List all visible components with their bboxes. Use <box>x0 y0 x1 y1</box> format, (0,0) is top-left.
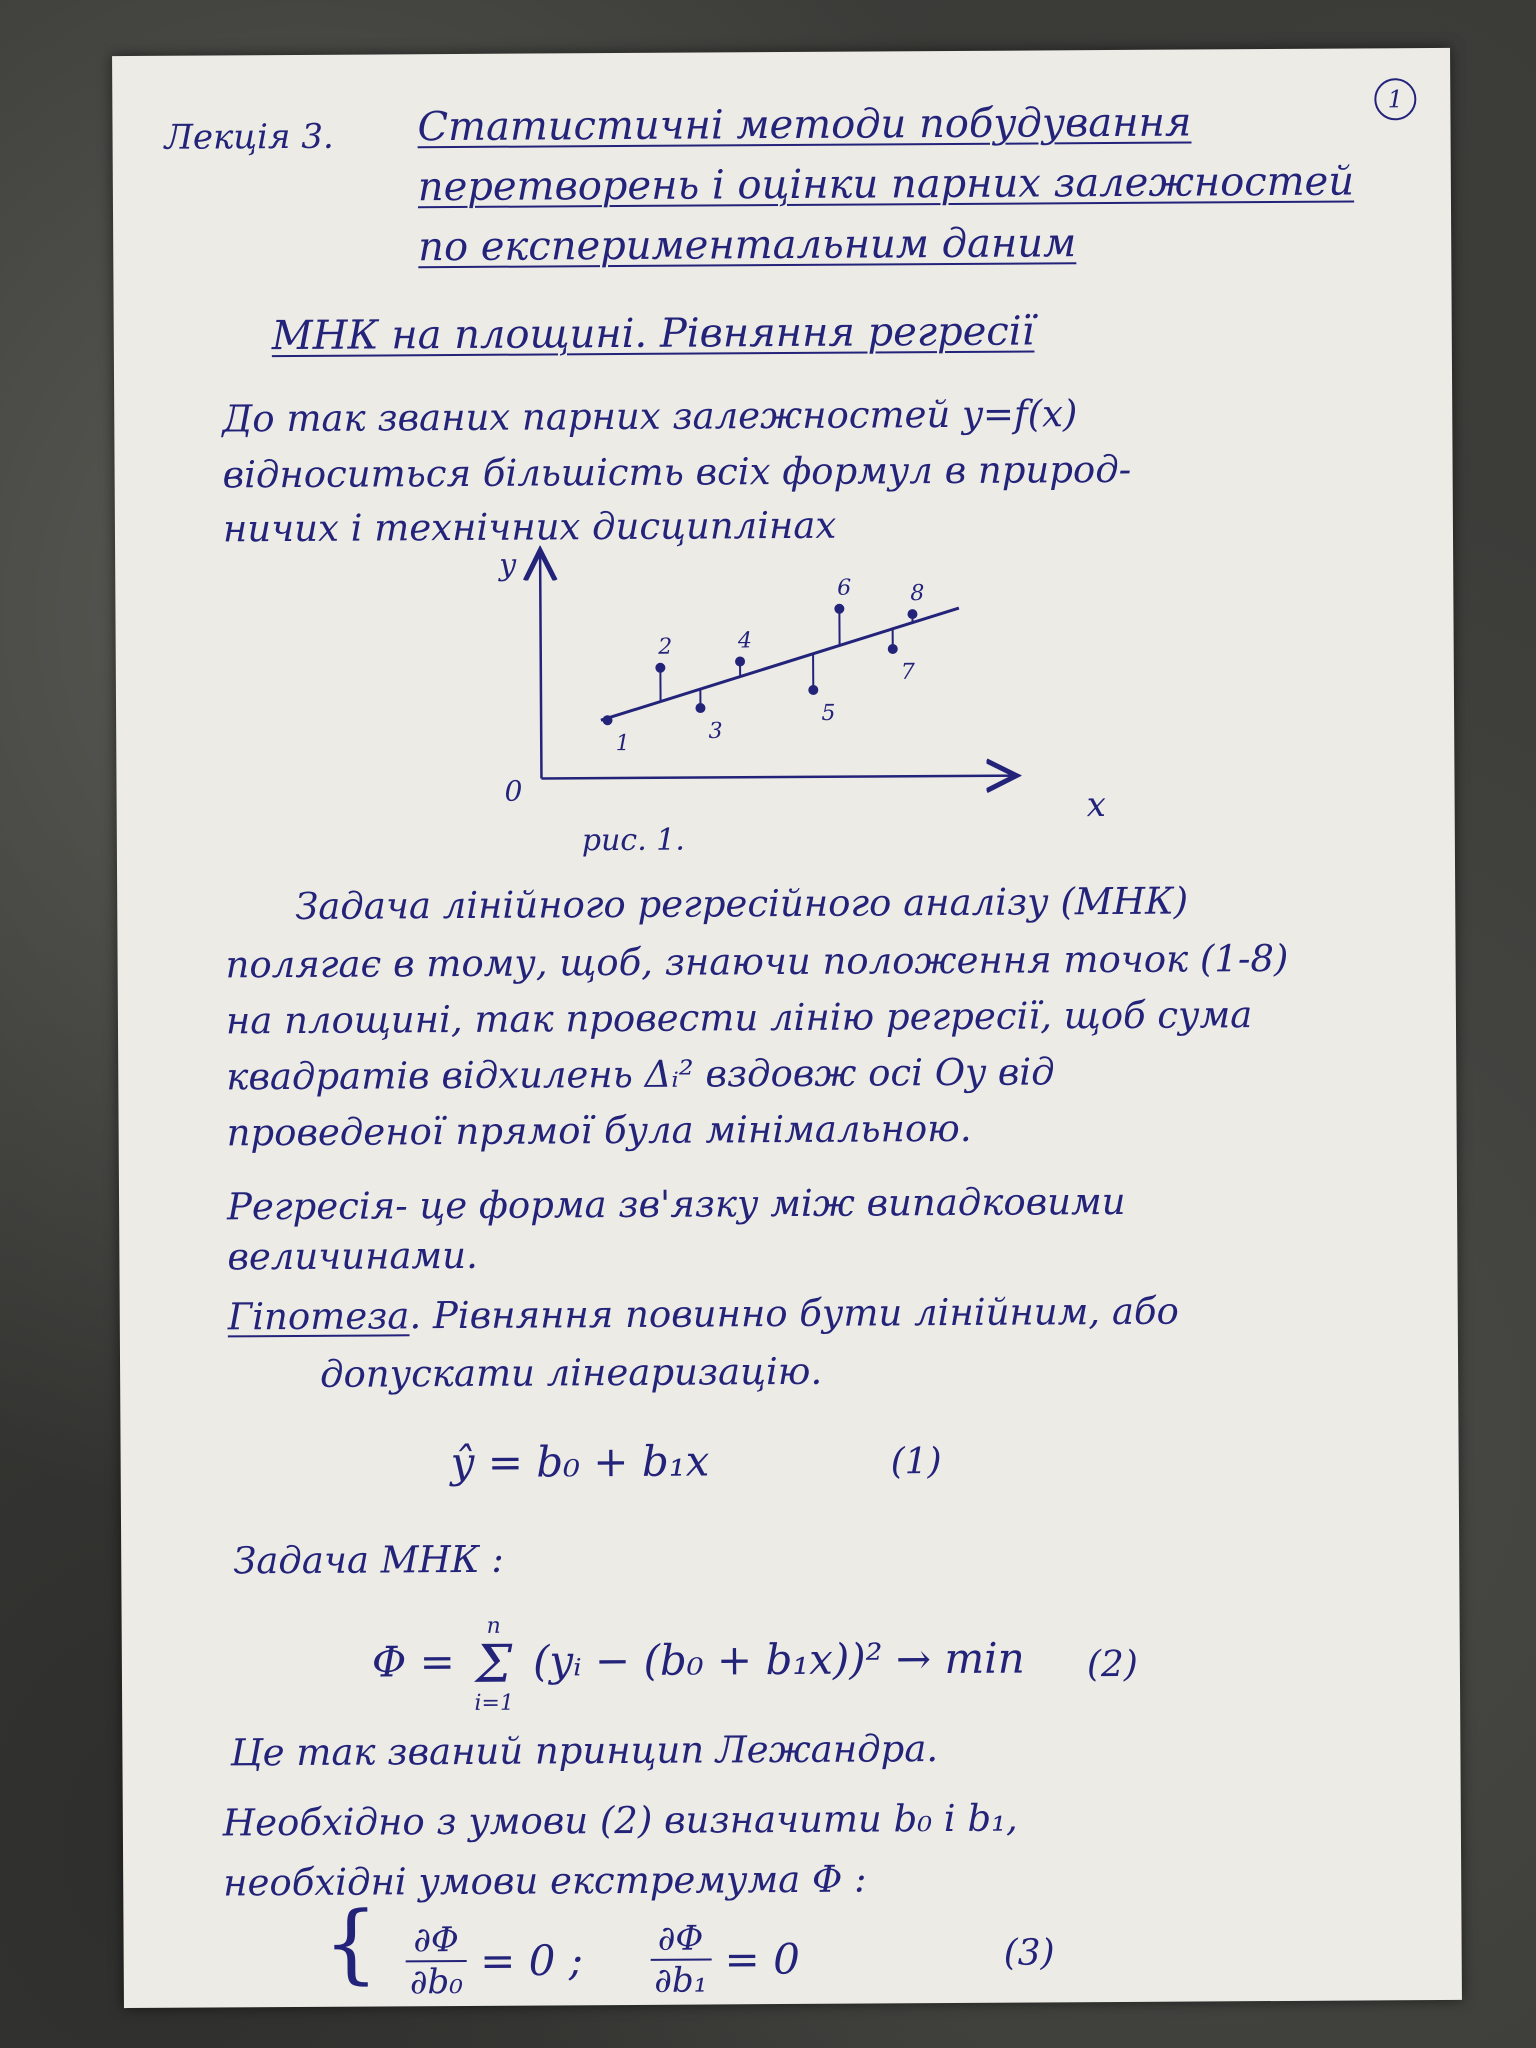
frac2-numerator: ∂Φ <box>650 1918 711 1960</box>
hypothesis-line-2: допускати лінеаризацію. <box>319 1349 823 1396</box>
sum-symbol: Σ <box>475 1634 513 1695</box>
figure-caption: рис. 1. <box>581 822 685 859</box>
page-number: 1 <box>1374 78 1416 120</box>
data-point-8 <box>907 609 917 619</box>
regression-figure <box>485 536 1027 819</box>
point-label-4: 4 <box>737 628 752 654</box>
point-label-3: 3 <box>708 718 723 744</box>
frac1-rest: = 0 ; <box>479 1935 584 1986</box>
equation-1-number: (1) <box>890 1441 942 1483</box>
frac2-denominator: ∂b₁ <box>654 1960 708 2001</box>
y-axis <box>540 550 541 778</box>
point-label-8: 8 <box>910 581 925 607</box>
necessary-line-2: необхідні умови екстремума Φ : <box>223 1857 867 1905</box>
partial-frac-b1 <box>650 1918 711 2000</box>
data-point-5 <box>808 685 818 695</box>
frac2-rest: = 0 <box>724 1934 800 1984</box>
intro-line-1: До так званих парних залежностей y=f(x) <box>222 392 1078 441</box>
point-label-7: 7 <box>900 659 915 685</box>
necessary-line-1: Необхідно з умови (2) визначити b₀ і b₁, <box>222 1796 1018 1845</box>
x-axis-label: x <box>1086 785 1106 826</box>
task-line-2: полягає в тому, щоб, знаючи положення точок (1-8) <box>225 936 1289 987</box>
data-point-4 <box>735 656 745 666</box>
hypothesis-line-1 <box>228 1290 1179 1339</box>
point-label-1: 1 <box>615 731 630 757</box>
intro-line-3: ничих і технічних дисциплінах <box>222 503 837 551</box>
point-label-2: 2 <box>658 634 673 660</box>
equation-1: ŷ = b₀ + b₁x <box>450 1436 710 1488</box>
data-point-7 <box>888 644 898 654</box>
sum-lower-limit: i=1 <box>474 1690 515 1716</box>
mnk-task-label: Задача МНК : <box>233 1537 504 1583</box>
regression-line-1: Регресія- це форма зв'язку між випадковими <box>226 1179 1126 1229</box>
point-label-5: 5 <box>821 700 836 726</box>
hypothesis-label: Гіпотеза <box>227 1294 410 1339</box>
equation-2-lhs: Φ = <box>371 1637 455 1687</box>
data-point-3 <box>695 703 705 713</box>
title-line-3: по експериментальним даним <box>418 220 1077 271</box>
x-axis <box>541 776 1016 779</box>
legendre-line: Це так званий принцип Лежандра. <box>230 1727 939 1775</box>
frac1-denominator: ∂b₀ <box>409 1961 464 2003</box>
equation-3 <box>323 1893 800 2003</box>
summation <box>474 1614 514 1716</box>
equation-2-number: (2) <box>1086 1643 1139 1686</box>
point-label-6: 6 <box>837 575 852 601</box>
lecture-label: Лекція 3. <box>164 116 334 158</box>
section-heading: МНК на площині. Рівняння регресії <box>271 308 1035 360</box>
sum-upper-limit: n <box>486 1613 501 1639</box>
hypothesis-text-1: . Рівняння повинно бути лінійним, або <box>409 1289 1179 1338</box>
data-point-2 <box>655 663 665 673</box>
y-axis-label: y <box>499 547 517 583</box>
origin-label: 0 <box>504 774 523 808</box>
paper-sheet <box>112 48 1462 2008</box>
title-line-2: перетворень і оцінки парних залежностей <box>417 158 1355 211</box>
task-line-3: на площині, так провести лінію регресії, щоб сума <box>225 993 1253 1043</box>
partial-frac-b0 <box>406 1920 467 2002</box>
equation-2-rhs: (yᵢ − (b₀ + b₁x))² → min <box>532 1633 1025 1686</box>
data-point-6 <box>834 604 844 614</box>
data-point-1 <box>603 715 613 725</box>
title-line-1: Статистичні методи побудування <box>417 99 1192 151</box>
equation-2 <box>372 1611 1025 1717</box>
frac1-numerator: ∂Φ <box>406 1920 467 1962</box>
task-line-1: Задача лінійного регресійного аналізу (МНК) <box>295 879 1189 929</box>
equation-3-number: (3) <box>1003 1932 1055 1974</box>
brace-symbol: { <box>323 1893 379 1994</box>
regression-line-2: величинами. <box>227 1233 478 1279</box>
intro-line-2: відноситься більшість всіх формул в природ- <box>222 447 1132 497</box>
task-line-5: проведеної прямої була мінімальною. <box>226 1106 972 1155</box>
task-line-4: квадратів відхилень Δᵢ² вздовж осі Oy від <box>226 1050 1055 1099</box>
